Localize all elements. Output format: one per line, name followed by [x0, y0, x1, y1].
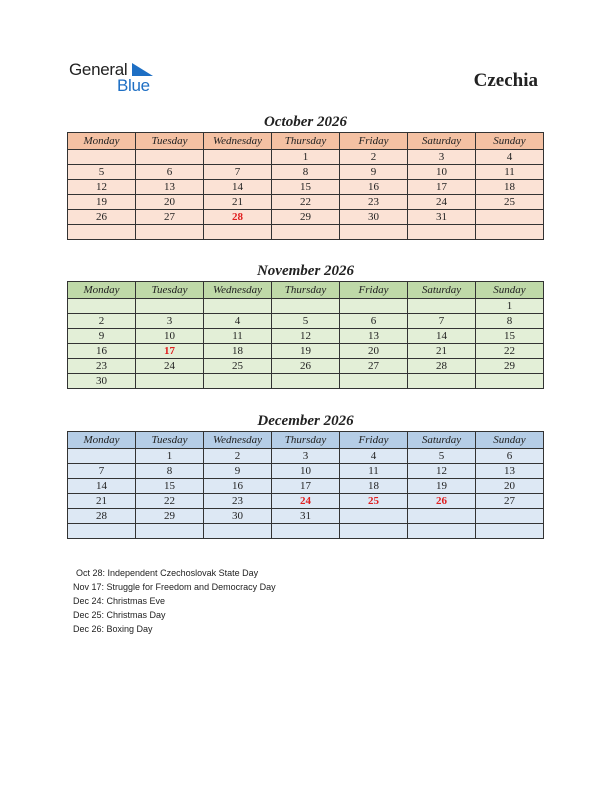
day-cell: 11: [476, 165, 544, 180]
weekday-header: Sunday: [476, 282, 544, 299]
holiday-item: Dec 25: Christmas Day: [73, 610, 166, 620]
logo-triangle-icon: [132, 63, 154, 77]
day-cell: 5: [68, 165, 136, 180]
month-december: [67, 411, 544, 539]
day-cell: [476, 509, 544, 524]
day-cell: 28: [408, 359, 476, 374]
day-cell: [204, 225, 272, 240]
month-title: December 2026: [257, 413, 354, 429]
day-cell: 28: [204, 210, 272, 225]
week-row: [68, 374, 544, 389]
day-cell: 14: [204, 180, 272, 195]
day-cell: 24: [136, 359, 204, 374]
day-cell: [204, 374, 272, 389]
day-cell: 15: [136, 479, 204, 494]
day-cell: 13: [136, 180, 204, 195]
day-cell: 17: [272, 479, 340, 494]
weekday-header: Tuesday: [136, 282, 204, 299]
day-cell: 4: [476, 150, 544, 165]
weekday-header: Friday: [340, 282, 408, 299]
weekday-row: [68, 282, 544, 299]
day-cell: 22: [272, 195, 340, 210]
week-row: [68, 479, 544, 494]
day-cell: [408, 374, 476, 389]
holiday-item: Nov 17: Struggle for Freedom and Democracy Day: [73, 582, 276, 592]
day-cell: 21: [68, 494, 136, 509]
month-title: November 2026: [256, 263, 355, 279]
weekday-header: Saturday: [408, 133, 476, 150]
day-cell: [340, 225, 408, 240]
day-cell: 28: [68, 509, 136, 524]
day-cell: [340, 374, 408, 389]
day-cell: [68, 449, 136, 464]
day-cell: [204, 524, 272, 539]
day-cell: [68, 299, 136, 314]
weekday-header: Wednesday: [204, 133, 272, 150]
day-cell: 24: [272, 494, 340, 509]
logo-text-blue: Blue: [117, 76, 150, 95]
weekday-header: Saturday: [408, 432, 476, 449]
day-cell: 8: [476, 314, 544, 329]
week-row: [68, 225, 544, 240]
day-cell: 19: [68, 195, 136, 210]
day-cell: [272, 524, 340, 539]
day-cell: 31: [408, 210, 476, 225]
day-cell: 2: [68, 314, 136, 329]
day-cell: 30: [340, 210, 408, 225]
week-row: [68, 464, 544, 479]
day-cell: 6: [136, 165, 204, 180]
day-cell: 4: [204, 314, 272, 329]
week-row: [68, 494, 544, 509]
day-cell: [476, 225, 544, 240]
day-cell: 26: [68, 210, 136, 225]
day-cell: 27: [340, 359, 408, 374]
day-cell: [476, 210, 544, 225]
day-cell: 23: [204, 494, 272, 509]
weekday-header: Thursday: [272, 282, 340, 299]
weekday-header: Wednesday: [204, 282, 272, 299]
weekday-header: Friday: [340, 133, 408, 150]
day-cell: 16: [340, 180, 408, 195]
day-cell: 7: [408, 314, 476, 329]
day-cell: 30: [68, 374, 136, 389]
day-cell: 5: [272, 314, 340, 329]
weekday-header: Friday: [340, 432, 408, 449]
week-row: [68, 359, 544, 374]
day-cell: 23: [68, 359, 136, 374]
day-cell: 1: [272, 150, 340, 165]
weekday-header: Wednesday: [204, 432, 272, 449]
week-row: [68, 165, 544, 180]
day-cell: 21: [408, 344, 476, 359]
weekday-header: Monday: [68, 133, 136, 150]
day-cell: 16: [204, 479, 272, 494]
day-cell: 9: [68, 329, 136, 344]
day-cell: 31: [272, 509, 340, 524]
day-cell: 17: [136, 344, 204, 359]
day-cell: [136, 150, 204, 165]
day-cell: 9: [204, 464, 272, 479]
month-november: [67, 261, 544, 389]
day-cell: 8: [136, 464, 204, 479]
day-cell: 1: [476, 299, 544, 314]
week-row: [68, 344, 544, 359]
logo: [69, 60, 169, 96]
day-cell: 26: [272, 359, 340, 374]
day-cell: 6: [340, 314, 408, 329]
day-cell: 3: [408, 150, 476, 165]
day-cell: [136, 299, 204, 314]
day-cell: 11: [340, 464, 408, 479]
day-cell: 18: [204, 344, 272, 359]
weekday-header: Tuesday: [136, 432, 204, 449]
day-cell: 26: [408, 494, 476, 509]
holiday-list: [73, 566, 276, 636]
weekday-header: Sunday: [476, 133, 544, 150]
weekday-header: Thursday: [272, 133, 340, 150]
day-cell: 17: [408, 180, 476, 195]
calendar-grid: [67, 431, 544, 539]
day-cell: [136, 225, 204, 240]
holiday-item: Oct 28: Independent Czechoslovak State Day: [76, 568, 259, 578]
day-cell: [136, 524, 204, 539]
day-cell: 18: [476, 180, 544, 195]
day-cell: [136, 374, 204, 389]
weekday-header: Saturday: [408, 282, 476, 299]
day-cell: 12: [68, 180, 136, 195]
day-cell: 29: [476, 359, 544, 374]
day-cell: [340, 299, 408, 314]
day-cell: 14: [408, 329, 476, 344]
week-row: [68, 150, 544, 165]
day-cell: [204, 150, 272, 165]
day-cell: 1: [136, 449, 204, 464]
day-cell: 12: [272, 329, 340, 344]
day-cell: 16: [68, 344, 136, 359]
country-title: Czechia: [473, 70, 538, 91]
day-cell: [272, 225, 340, 240]
day-cell: [68, 524, 136, 539]
weekday-row: [68, 432, 544, 449]
day-cell: [272, 374, 340, 389]
day-cell: 27: [476, 494, 544, 509]
day-cell: 12: [408, 464, 476, 479]
day-cell: 19: [272, 344, 340, 359]
day-cell: 20: [136, 195, 204, 210]
week-row: [68, 509, 544, 524]
day-cell: 11: [204, 329, 272, 344]
month-october: [67, 112, 544, 240]
day-cell: 25: [340, 494, 408, 509]
day-cell: [408, 524, 476, 539]
week-row: [68, 329, 544, 344]
day-cell: [340, 509, 408, 524]
day-cell: 27: [136, 210, 204, 225]
weekday-row: [68, 133, 544, 150]
day-cell: 15: [476, 329, 544, 344]
day-cell: 23: [340, 195, 408, 210]
day-cell: 9: [340, 165, 408, 180]
day-cell: 13: [340, 329, 408, 344]
day-cell: [68, 150, 136, 165]
day-cell: 3: [272, 449, 340, 464]
day-cell: 6: [476, 449, 544, 464]
week-row: [68, 180, 544, 195]
day-cell: 25: [476, 195, 544, 210]
day-cell: 5: [408, 449, 476, 464]
holiday-item: Dec 26: Boxing Day: [73, 624, 153, 634]
day-cell: [272, 299, 340, 314]
week-row: [68, 314, 544, 329]
day-cell: 22: [476, 344, 544, 359]
weekday-header: Monday: [68, 432, 136, 449]
day-cell: 29: [272, 210, 340, 225]
day-cell: 22: [136, 494, 204, 509]
day-cell: 15: [272, 180, 340, 195]
day-cell: 7: [68, 464, 136, 479]
week-row: [68, 299, 544, 314]
day-cell: [476, 374, 544, 389]
day-cell: [476, 524, 544, 539]
day-cell: 29: [136, 509, 204, 524]
day-cell: 10: [272, 464, 340, 479]
logo-text-general: General: [69, 60, 128, 79]
day-cell: 30: [204, 509, 272, 524]
day-cell: [68, 225, 136, 240]
day-cell: 4: [340, 449, 408, 464]
weekday-header: Thursday: [272, 432, 340, 449]
day-cell: 19: [408, 479, 476, 494]
day-cell: 18: [340, 479, 408, 494]
week-row: [68, 195, 544, 210]
day-cell: 13: [476, 464, 544, 479]
holiday-item: Dec 24: Christmas Eve: [73, 596, 166, 606]
day-cell: 3: [136, 314, 204, 329]
day-cell: 7: [204, 165, 272, 180]
weekday-header: Monday: [68, 282, 136, 299]
day-cell: 24: [408, 195, 476, 210]
day-cell: [408, 225, 476, 240]
calendar-grid: [67, 132, 544, 240]
day-cell: 25: [204, 359, 272, 374]
day-cell: [204, 299, 272, 314]
day-cell: 20: [476, 479, 544, 494]
day-cell: [408, 509, 476, 524]
week-row: [68, 524, 544, 539]
calendar-grid: [67, 281, 544, 389]
day-cell: 21: [204, 195, 272, 210]
day-cell: 20: [340, 344, 408, 359]
day-cell: 8: [272, 165, 340, 180]
weekday-header: Sunday: [476, 432, 544, 449]
day-cell: 10: [136, 329, 204, 344]
day-cell: [340, 524, 408, 539]
day-cell: [408, 299, 476, 314]
day-cell: 2: [204, 449, 272, 464]
weekday-header: Tuesday: [136, 133, 204, 150]
week-row: [68, 210, 544, 225]
day-cell: 10: [408, 165, 476, 180]
day-cell: 14: [68, 479, 136, 494]
week-row: [68, 449, 544, 464]
day-cell: 2: [340, 150, 408, 165]
month-title: October 2026: [264, 114, 347, 130]
